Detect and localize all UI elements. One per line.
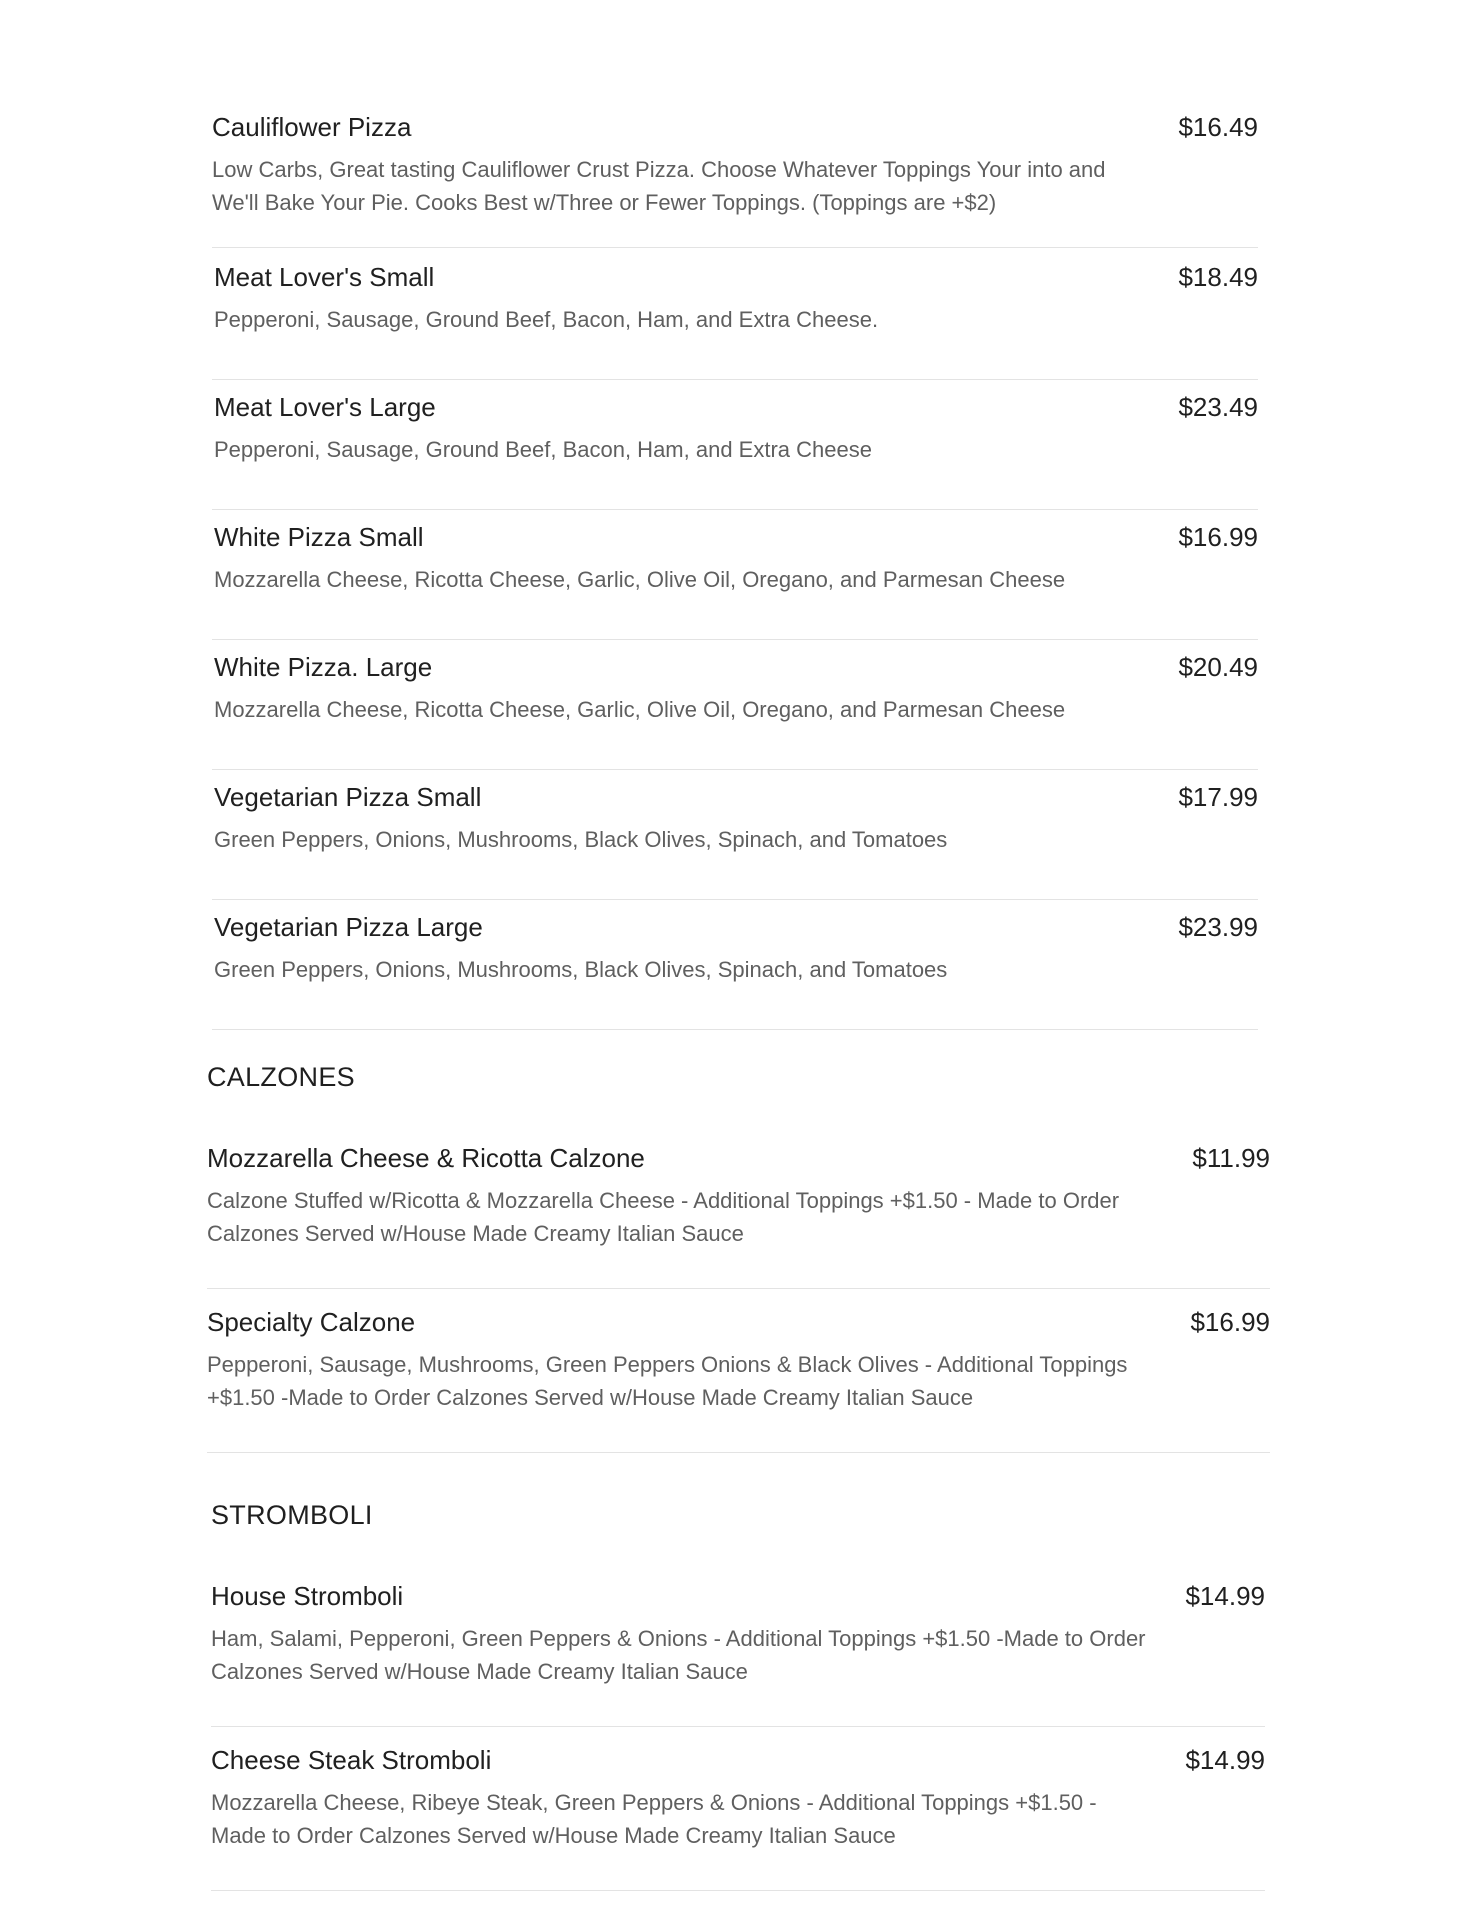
menu-item — [211, 1745, 1265, 1891]
stromboli-section — [211, 1502, 1265, 1891]
menu-item-description: Calzone Stuffed w/Ricotta & Mozzarella Cheese - Additional Toppings +$1.50 - Made to Order Calzones Served w/House Made Creamy Italian Sauce — [207, 1188, 1120, 1246]
section-title: STROMBOLI — [211, 1500, 373, 1530]
menu-item — [212, 912, 1258, 1030]
menu-item — [207, 1307, 1270, 1453]
menu-item-name: Vegetarian Pizza Large — [214, 912, 483, 942]
menu-item-name: Cauliflower Pizza — [212, 112, 412, 142]
menu-item-description: Mozzarella Cheese, Ricotta Cheese, Garlic, Olive Oil, Oregano, and Parmesan Cheese — [214, 567, 1066, 592]
menu-item — [207, 1143, 1270, 1289]
menu-item-price: $23.49 — [1178, 392, 1258, 422]
menu-item-name: House Stromboli — [211, 1581, 404, 1611]
menu-item-price: $16.49 — [1178, 112, 1258, 142]
menu-item-name: Meat Lover's Large — [214, 392, 436, 422]
menu-item-description: Pepperoni, Sausage, Mushrooms, Green Peppers Onions & Black Olives - Additional Toppings +$1.50 -Made to Order Calzones Served w/House Made Creamy Italian Sauce — [207, 1352, 1128, 1410]
menu-item-description: Low Carbs, Great tasting Cauliflower Crust Pizza. Choose Whatever Toppings Your into and We'll Bake Your Pie. Cooks Best w/Three or Fewer Toppings. (Toppings are +$2) — [212, 157, 1106, 215]
menu-item-description: Mozzarella Cheese, Ricotta Cheese, Garlic, Olive Oil, Oregano, and Parmesan Cheese — [214, 697, 1066, 722]
menu-item-price: $23.99 — [1178, 912, 1258, 942]
menu-item-description: Green Peppers, Onions, Mushrooms, Black Olives, Spinach, and Tomatoes — [214, 827, 948, 852]
menu-item-price: $17.99 — [1178, 782, 1258, 812]
menu-item-name: Specialty Calzone — [207, 1307, 416, 1337]
menu-item-name: White Pizza Small — [214, 522, 424, 552]
menu-item-price: $14.99 — [1185, 1745, 1265, 1775]
menu-item-description: Mozzarella Cheese, Ribeye Steak, Green Peppers & Onions - Additional Toppings +$1.50 - Made to Order Calzones Served w/House Made Creamy Italian Sauce — [211, 1790, 1097, 1848]
menu-item — [211, 1581, 1265, 1727]
menu-item-description: Ham, Salami, Pepperoni, Green Peppers & Onions - Additional Toppings +$1.50 -Made to Order Calzones Served w/House Made Creamy Italian Sauce — [211, 1626, 1146, 1684]
menu-item-description: Pepperoni, Sausage, Ground Beef, Bacon, Ham, and Extra Cheese — [214, 437, 872, 462]
menu-item-price: $16.99 — [1178, 522, 1258, 552]
menu-item-name: Mozzarella Cheese & Ricotta Calzone — [207, 1143, 645, 1173]
menu-item-price: $14.99 — [1185, 1581, 1265, 1611]
menu-item — [212, 262, 1258, 380]
menu-item — [212, 652, 1258, 770]
menu-item-name: White Pizza. Large — [214, 652, 433, 682]
calzones-section — [207, 1064, 1270, 1453]
menu-item-name: Vegetarian Pizza Small — [214, 782, 482, 812]
menu-item — [212, 522, 1258, 640]
menu-item-name: Cheese Steak Stromboli — [211, 1745, 492, 1775]
menu-item — [212, 112, 1258, 248]
section-title: CALZONES — [207, 1062, 355, 1092]
menu-item-price: $11.99 — [1192, 1143, 1270, 1173]
menu-item-price: $18.49 — [1178, 262, 1258, 292]
menu-item — [212, 392, 1258, 510]
menu-item-description: Green Peppers, Onions, Mushrooms, Black Olives, Spinach, and Tomatoes — [214, 957, 948, 982]
menu-item-price: $16.99 — [1190, 1307, 1270, 1337]
menu-item — [212, 782, 1258, 900]
menu-item-name: Meat Lover's Small — [214, 262, 435, 292]
menu-item-price: $20.49 — [1178, 652, 1258, 682]
pizza-menu-list — [212, 112, 1258, 1030]
menu-item-description: Pepperoni, Sausage, Ground Beef, Bacon, Ham, and Extra Cheese. — [214, 307, 879, 332]
